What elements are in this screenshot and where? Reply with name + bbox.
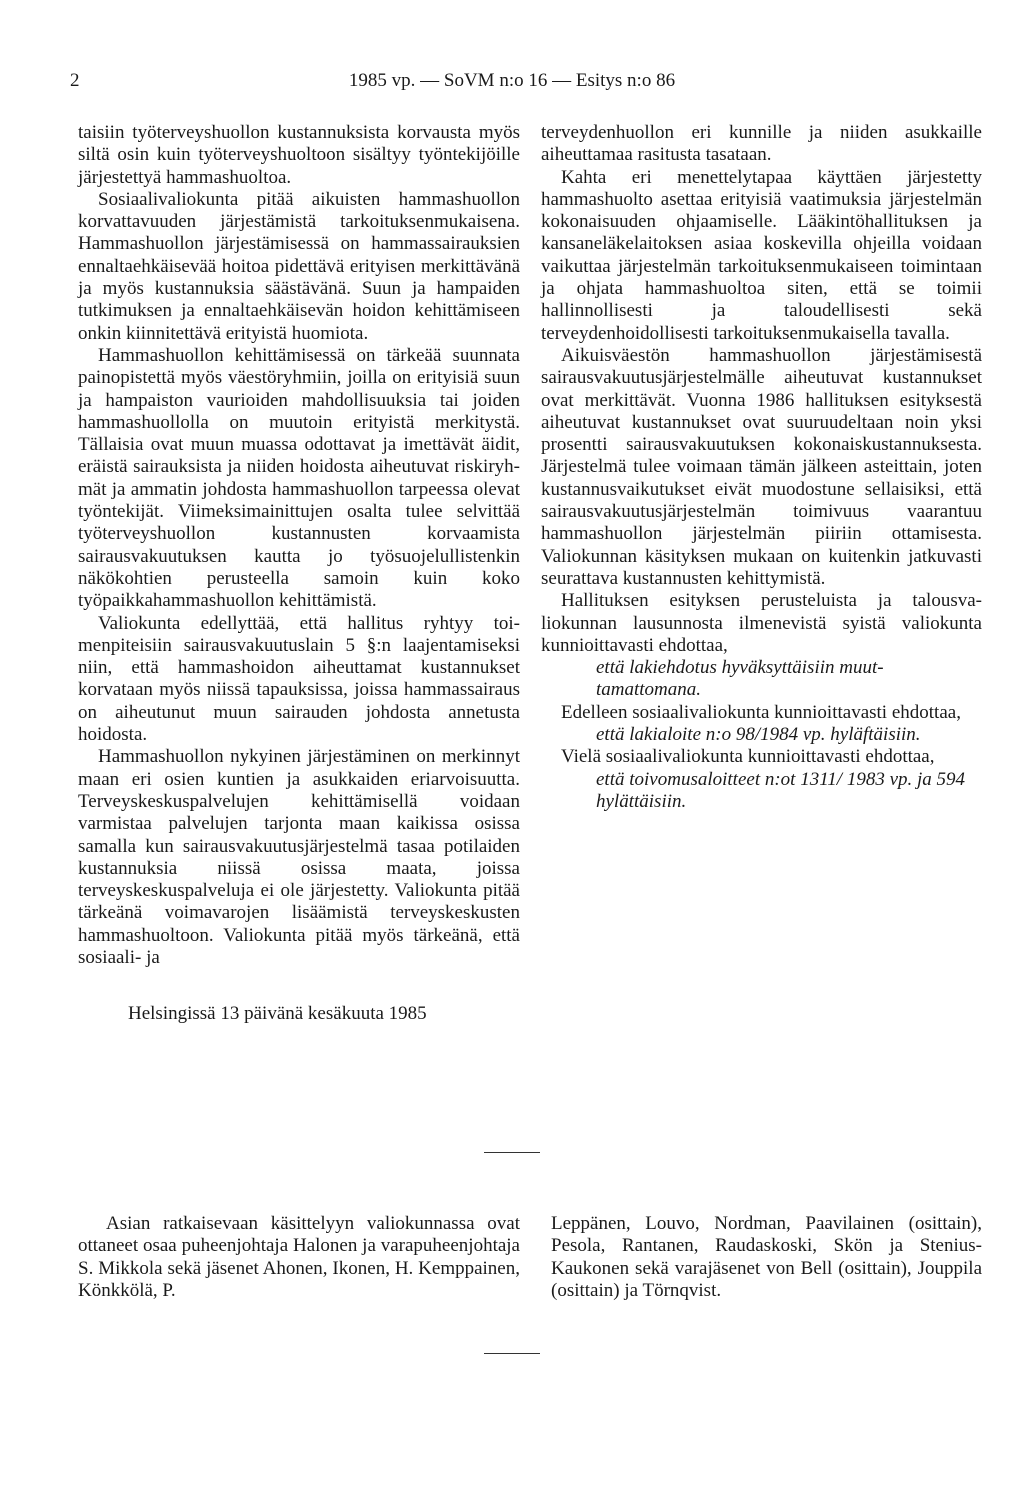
body-paragraph: Valiokunta edellyttää, että hallitus ryhtyy toimenpiteisiin sairausvakuutuslain 5 §:n laajentamiseksi niin, että hammashoidon aiheuttamat kustannukset korvataan myös niissä tapauksissa, joissa hammassairaus on aiheutunut muun sairauden johdosta annetusta hoidosta. [78, 612, 520, 746]
proposal-law-approval: että lakiehdotus hyväksyttäisiin muuttamattomana. [596, 657, 884, 701]
participants-left: Asian ratkaisevaan käsittelyyn valiokunnassa ovat ottaneet osaa puheenjohtaja Halonen ja varapuheenjohtaja S. Mikkola sekä jäsenet Ahonen, Ikonen, H. Kemppainen, Könkkölä, P. [78, 1213, 520, 1301]
body-paragraph: Aikuisväestön hammashuollon järjestämisestä sairausvakuutusjärjestelmälle aiheutuvat kustannukset ovat merkittävät. Vuonna 1986 hallituksen esityksestä aiheutuvat kustannukset ovat suuruudeltaan noin yksi prosentti sairausvakuutuksen kokonaiskustannuksesta. Järjestelmä tulee voimaan tämän jälkeen asteittain, joten kustannusvaikutukset eivät muodostune sellaisiksi, että sairausvakuutusjärjestelmän toimivuus vaarantuu hammashuollon järjestelmän piiriin ottamisesta. Valiokunnan käsityksen mukaan on kuitenkin jatkuvasti seurattava kustannusten kehittymistä. [541, 344, 982, 589]
divider-rule [484, 1353, 540, 1354]
body-paragraph: Hallituksen esityksen perusteluista ja talousvaliokunnan lausunnosta ilmenevistä syistä valiokunta kunnioittavasti ehdottaa, [541, 590, 982, 656]
body-paragraph: Vielä sosiaalivaliokunta kunnioittavasti ehdottaa, [561, 746, 935, 768]
body-paragraph: Hammashuollon nykyinen järjestäminen on merkinnyt maan eri osien kuntien ja asukkaiden eriarvoisuutta. Terveyskeskuspalvelujen kehittämisellä voidaan varmistaa palvelujen tarjonta maan kaikissa osissa samalla kun sairausvakuutusjärjestelmä tasaa potilaiden kustannuksia niissä osissa maata, joissa terveyskeskuspalveluja ei ole järjestetty. Valiokunta pitää tärkeänä voimavarojen lisäämistä terveyskeskusten hammashuoltoon. Valiokunta pitää myös tärkeänä, että sosiaali- ja [78, 746, 520, 968]
running-header: 1985 vp. — SoVM n:o 16 — Esitys n:o 86 [348, 70, 676, 91]
body-paragraph: Hammashuollon kehittämisessä on tärkeää suunnata painopistettä myös väestöryhmiin, joilla on erityisiä suun ja hampaiston vaurioiden mahdollisuuksia tai joiden hammashuollolla on muutoin erityistä merkitystä. Tällaisia ovat muun muassa odottavat ja imettävät äidit, eräistä sairauksista ja niiden hoidosta aiheutuvat riskiryhmät ja ammatin johdosta hammashuollon tarpeessa olevat työntekijät. Viimeksimainittujen osalta tulee selvittää työterveyshuollon kustannusten korvaamista sairausvakuutuksen kautta jo työsuojelullistenkin näkökohtien perusteella samoin kuin koko työpaikkahammashuollon kehittämistä. [78, 344, 520, 612]
place-and-date: Helsingissä 13 päivänä kesäkuuta 1985 [128, 1003, 427, 1024]
body-paragraph: terveydenhuollon eri kunnille ja niiden asukkaille aiheuttamaa rasitusta tasataan. [541, 122, 982, 166]
right-column [541, 122, 982, 813]
body-paragraph: Kahta eri menettelytapaa käyttäen järjestetty hammashuolto asettaa erityisiä vaatimuksia järjestelmän kokonaisuuden ohjaamiselle. Lääkintöhallituksen ja kansaneläkelaitoksen asiaa koskevilla ohjeilla voidaan vaikuttaa järjestelmän tarkoituksenmukaiseen toimintaan ja ohjata hammashuoltoa siten, että se toimii hallinnollisesti ja taloudellisesti sekä terveydenhoidollisesti tarkoituksenmukaisella tavalla. [541, 166, 982, 344]
participants-right: Leppänen, Louvo, Nordman, Paavilainen (osittain), Pesola, Rantanen, Raudaskoski, Skön ja Stenius-Kaukonen sekä varajäsenet von Bell (osittain), Jouppila (osittain) ja Törnqvist. [551, 1213, 982, 1301]
proposal-law-initiative-rejection: että lakialoite n:o 98/1984 vp. hyläftäisiin. [596, 724, 921, 746]
divider-rule [484, 1152, 540, 1153]
body-paragraph: taisiin työterveyshuollon kustannuksista korvausta myös siltä osin kuin työterveyshuoltoon sisältyy työntekijöille järjestettyä hammashuoltoa. [78, 122, 520, 188]
body-paragraph: Sosiaalivaliokunta pitää aikuisten hammashuollon korvattavuuden järjestämistä tarkoituksenmukaisena. Hammashuollon järjestämisessä on hammassairauksien ennaltaehkäisevää hoitoa pidettävä erityisen merkittävänä ja myös kustannuksia säästävänä. Suun ja hampaiden tutkimuksen ja ennaltaehkäisevän hoidon kehittämiseen onkin kiinnitettävä erityistä huomiota. [78, 188, 520, 344]
left-column [78, 122, 520, 969]
page-number: 2 [70, 70, 80, 91]
body-paragraph: Edelleen sosiaalivaliokunta kunnioittavasti ehdottaa, [561, 701, 961, 723]
proposal-petition-rejection: että toivomusaloitteet n:ot 1311/ 1983 vp. ja 594 hylättäisiin. [596, 768, 966, 812]
